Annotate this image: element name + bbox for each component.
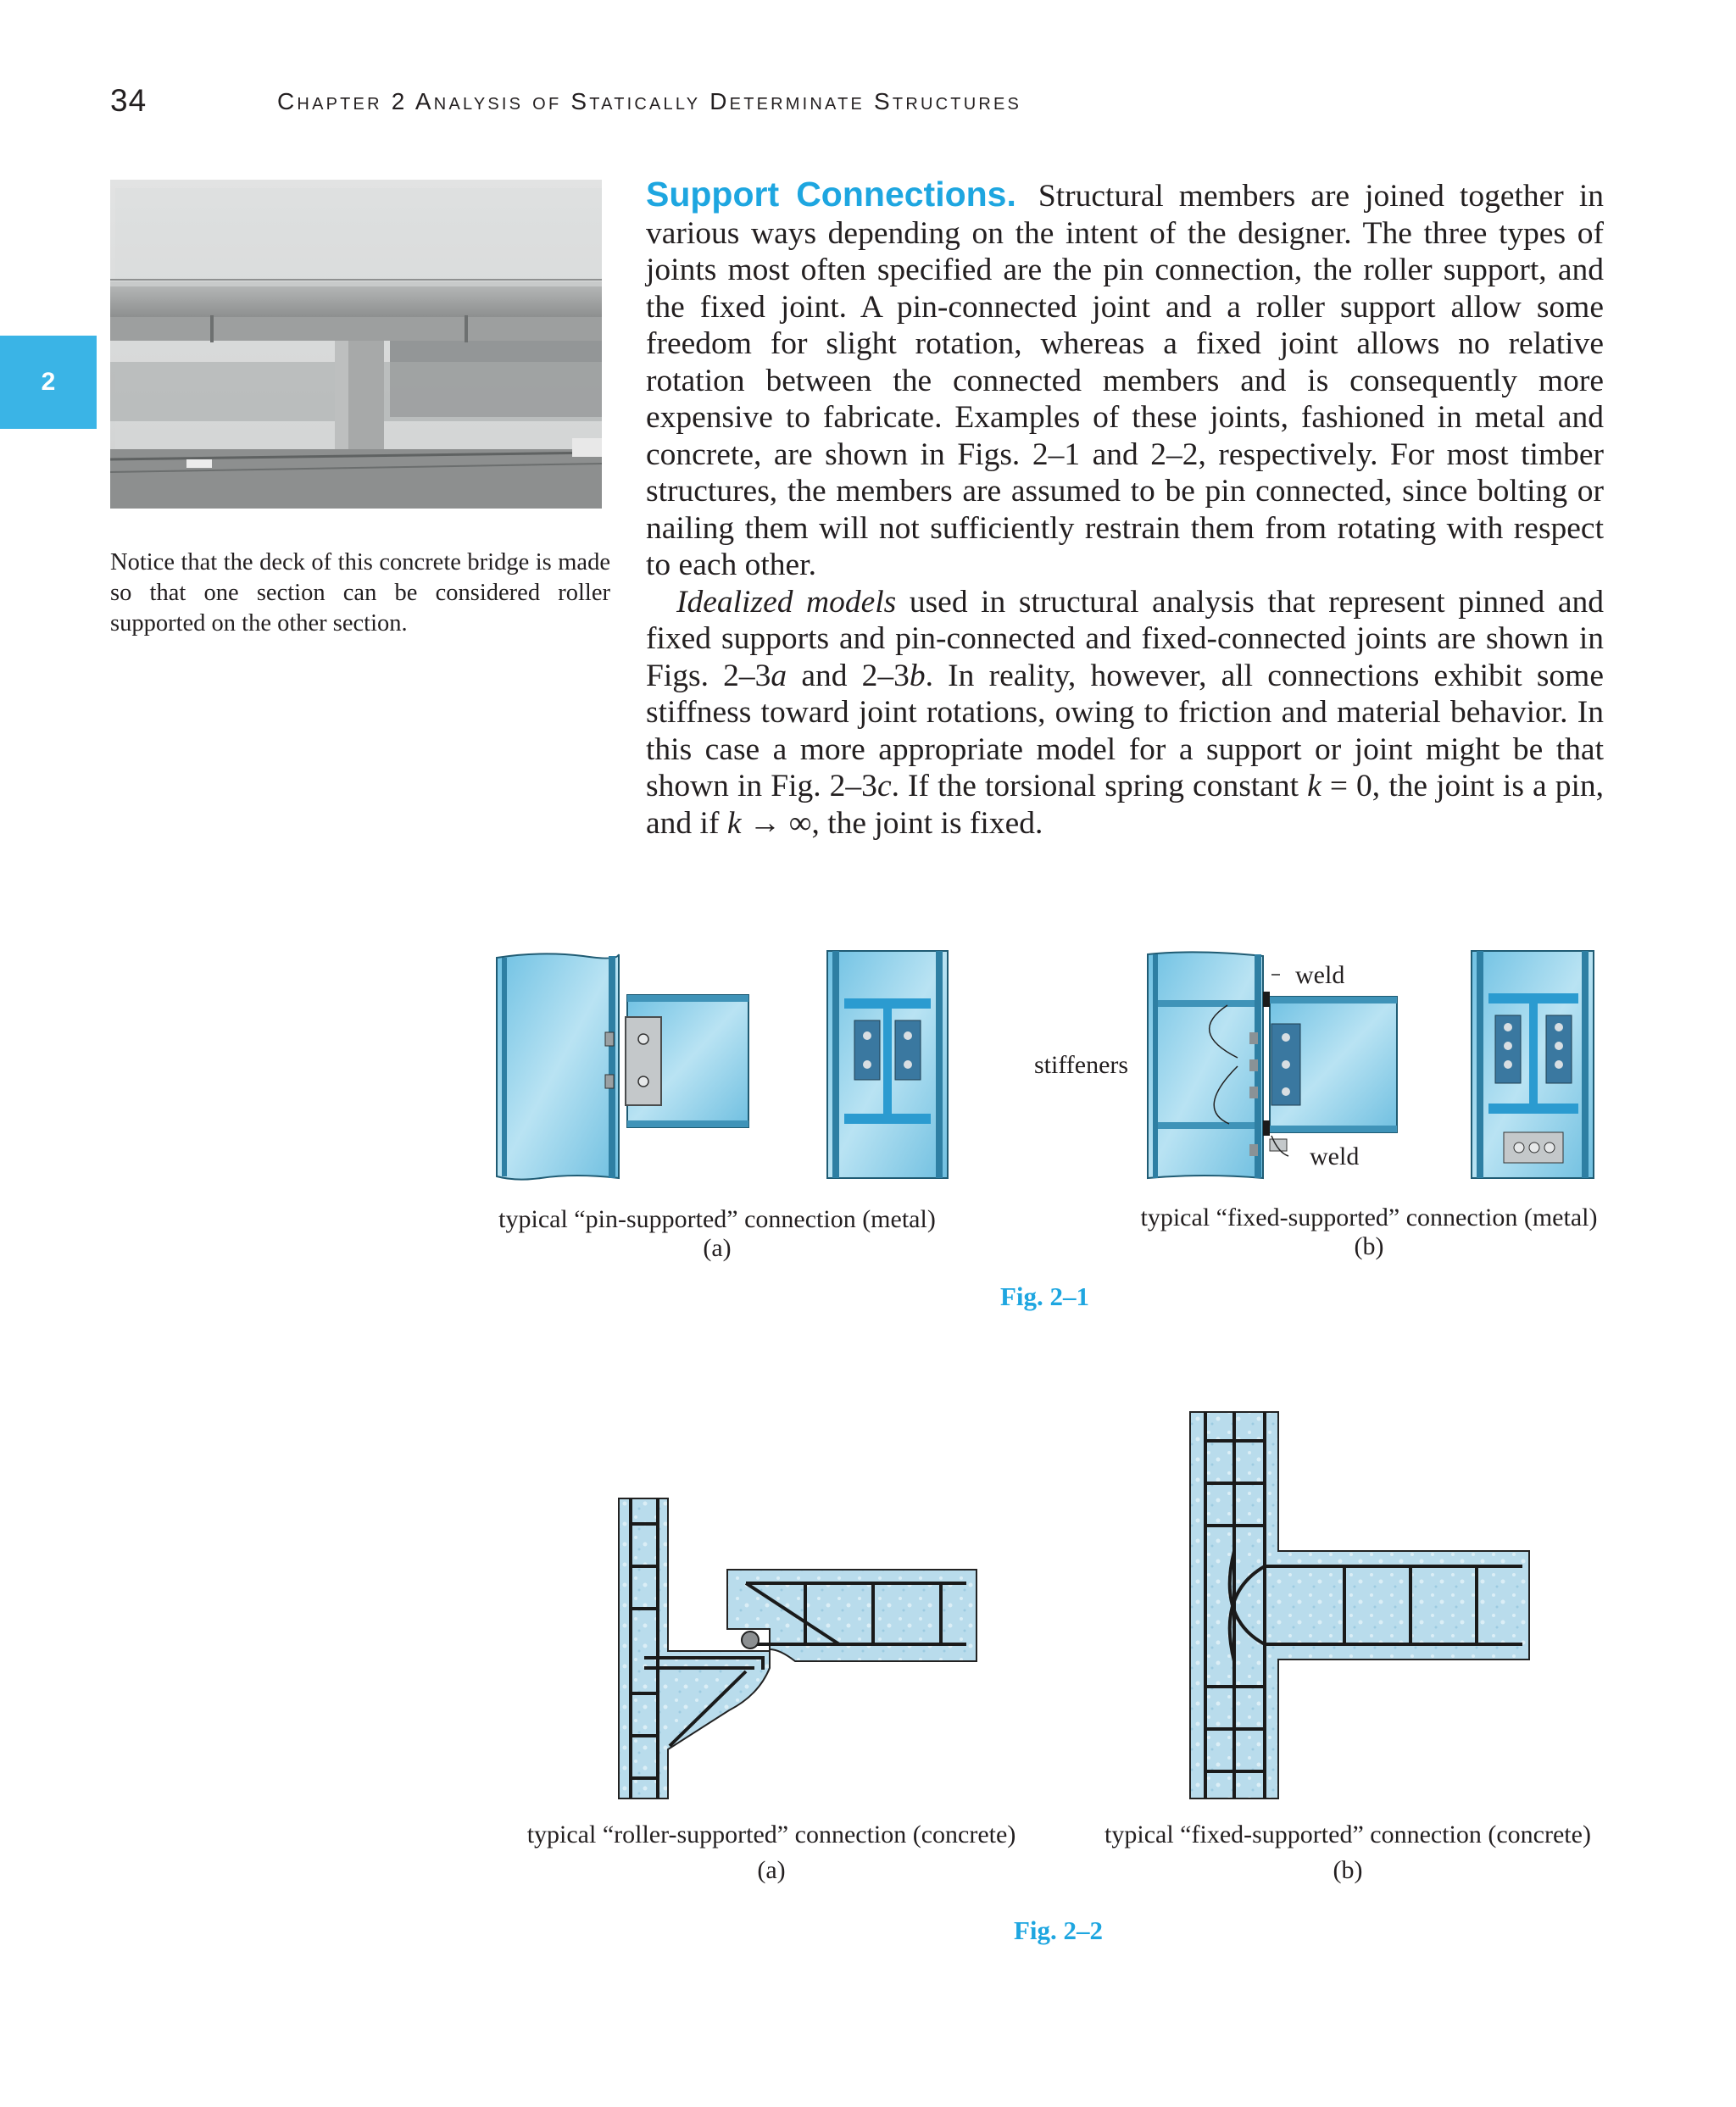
fig-2-2-label: Fig. 2–2 — [1014, 1915, 1104, 1945]
paragraph-2-text-b: and 2–3 — [787, 658, 910, 693]
paragraph-2-text-d: . If the torsional spring constant — [891, 769, 1308, 803]
fig-2-2b-label: (b) — [1333, 1856, 1363, 1884]
fig-2-1a-label: (a) — [703, 1234, 732, 1262]
paragraph-1 — [646, 176, 1604, 584]
page-number: 34 — [110, 83, 147, 118]
fig-2-2a-roller-connection-drawing — [610, 1492, 983, 1805]
fig-2-2a-caption: typical “roller-supported” connection (concrete) — [526, 1821, 1016, 1848]
bridge-photo — [110, 180, 602, 509]
body-text — [646, 176, 1604, 842]
fig-ref-a: a — [771, 658, 787, 693]
paragraph-1-text: Structural members are joined together in various ways depending on the intent of the designer. The three types of joints most often specified are the pin connection, the roller support, and the fixed joint. A pin-connected joint and a roller support allow some freedom for slight rotation, whereas a fixed joint allows no relative rotation between the connected members and is consequently more expensive to fabricate. Examples of these joints, fashioned in metal and concrete, are shown in Figs. 2–1 and 2–2, respectively. For most timber structures, the members are assumed to be pin connected, since bolting or nailing them will not sufficiently restrain them from rotating with respect to each other. — [646, 179, 1604, 582]
fig-2-1a-caption: typical “pin-supported” connection (metal) — [498, 1205, 936, 1233]
annotation-weld-top: weld — [1295, 961, 1345, 989]
paragraph-2 — [646, 584, 1604, 842]
paragraph-2-text-c: . In reality, however, all connections exhibit some stiffness toward joint rotations, owing to friction and material behavior. In this case a more appropriate model for a support or joint might be that shown in Fig. 2–3 — [646, 658, 1604, 803]
photo-caption: Notice that the deck of this concrete bridge is made so that one section can be considered roller supported on the other section. — [110, 549, 610, 637]
fig-ref-b: b — [909, 658, 926, 693]
fig-2-1-label: Fig. 2–1 — [1000, 1281, 1090, 1311]
fig-2-1b-fixed-connection-drawing — [1136, 939, 1611, 1185]
symbol-k: k — [726, 805, 742, 841]
fig-ref-c: c — [876, 769, 892, 803]
annotation-stiffeners: stiffeners — [1034, 1051, 1129, 1079]
term-idealized-models: Idealized models — [676, 584, 897, 620]
paragraph-2-text-e: = 0, the joint is a pin, and if — [646, 769, 1604, 841]
fig-2-2b-caption: typical “fixed-supported” connection (concrete) — [1104, 1821, 1591, 1848]
symbol-k: k — [1307, 769, 1321, 803]
fig-2-2b-fixed-connection-drawing — [1183, 1407, 1539, 1805]
fig-2-1b-label: (b) — [1354, 1232, 1384, 1260]
fig-2-1a-pin-connection-drawing — [490, 939, 999, 1185]
paragraph-2-text-a: used in structural analysis that represent pinned and fixed supports and pin-connected and fixed-connected joints are shown in Figs. 2–3 — [646, 584, 1604, 693]
fig-2-1b-caption: typical “fixed-supported” connection (metal) — [1140, 1204, 1598, 1231]
paragraph-2-text-f: → ∞, the joint is fixed. — [741, 805, 1043, 841]
chapter-tab — [0, 336, 97, 429]
section-heading: Support Connections. — [646, 175, 1016, 214]
chapter-title: Chapter 2 Analysis of Statically Determinate Structures — [277, 88, 1022, 114]
chapter-tab-label: 2 — [41, 368, 56, 396]
annotation-weld-bottom: weld — [1310, 1142, 1360, 1170]
fig-2-2a-label: (a) — [757, 1856, 786, 1884]
